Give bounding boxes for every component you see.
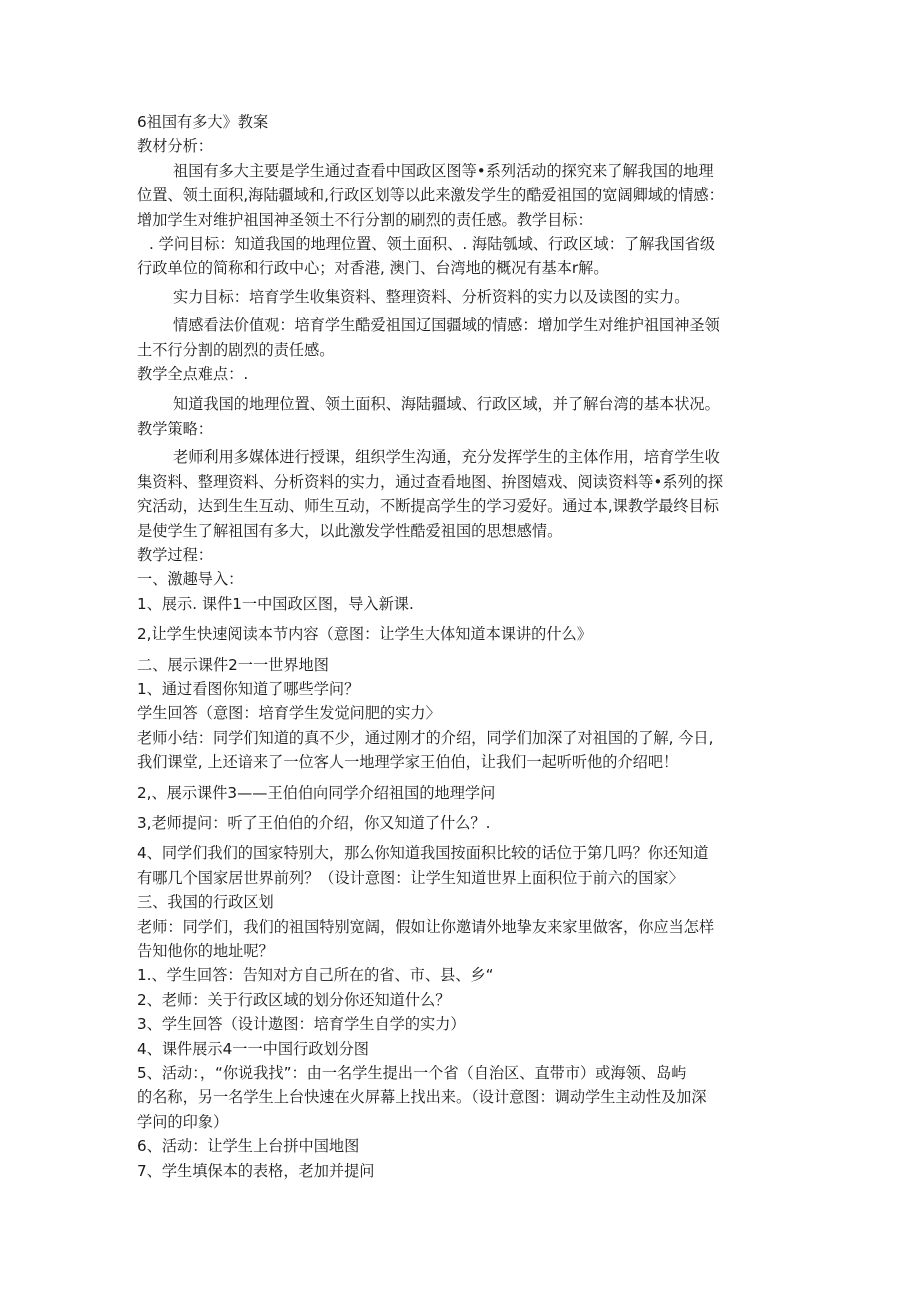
list-item: 1.、学生回答：告知对方自己所在的省、市、县、乡“ bbox=[137, 966, 494, 985]
list-item: 3、学生回答（设计遨图：培育学生自学的实力） bbox=[137, 1015, 466, 1034]
paragraph-line: 的名称，另一名学生上台快速在火屏幕上找出来。（设计意图：调动学生主动性及加深 bbox=[137, 1088, 707, 1107]
list-item: 1、通过看图你知道了哪些学问？ bbox=[137, 679, 360, 698]
list-item: 5、活动：，“你说我找”：由一名学生提出一个省（自治区、直带市）或海领、岛屿 bbox=[137, 1064, 687, 1083]
paragraph-line: 情感看法价值观：培育学生酷爱祖国辽国疆域的情感：增加学生对维护祖国神圣领 bbox=[173, 316, 720, 335]
heading-teaching-process: 教学过程： bbox=[137, 545, 213, 564]
paragraph-line: 我们课堂, 上还谙来了一位客人一地理学家王伯伯，让我们一起听听他的介绍吧！ bbox=[137, 753, 679, 772]
list-item: 4、课件展示4一一中国行政划分图 bbox=[137, 1039, 369, 1058]
lesson-plan-page bbox=[137, 110, 787, 1183]
list-item: 2、老师：关于行政区域的划分你还知道什么？ bbox=[137, 990, 451, 1009]
paragraph-line: 告知他你的地址呢？ bbox=[137, 942, 274, 960]
heading-textbook-analysis: 教材分析： bbox=[137, 137, 213, 156]
paragraph-line: 知道我国的地理位置、领土面积、海陆疆域、行政区域，并了解台湾的基本状况。 bbox=[173, 395, 720, 414]
paragraph-line: 有哪几个国家居世界前列？（设计意图：让学生知道世界上面积位于前六的国家〉 bbox=[137, 868, 684, 887]
paragraph-line: 位置、领土面积,海陆疆域和,行政区划等以此来激发学生的酷爱祖国的宽阔卿域的情感： bbox=[137, 186, 724, 205]
paragraph-line: 祖国有多大主要是学生通过查看中国政区图等•系列活动的探究来了解我国的地理 bbox=[173, 161, 714, 180]
paragraph-line: . 学问目标：知道我国的地理位置、领土面积、. 海陆瓠域、行政区域：了解我国省级 bbox=[149, 235, 716, 254]
paragraph-line: 学问的印象） bbox=[137, 1112, 229, 1131]
paragraph-line: 集资料、整理资料、分析资料的实力，通过查看地图、拚图嬉戏、阅读资料等•系列的探 bbox=[137, 472, 724, 491]
paragraph-line: 增加学生对维护祖国神圣领土不行分割的刷烈的责任感。教学目标： bbox=[137, 210, 593, 229]
list-item: 2,、展示课件3——王伯伯向同学介绍祖国的地理学问 bbox=[137, 783, 496, 802]
list-item: 2,让学生快速阅读本节内容（意图：让学生大体知道本课讲的什么》 bbox=[137, 625, 592, 644]
paragraph-line: 行政单位的简称和行政中心；对香港, 澳门、台湾地的概况有基本r解。 bbox=[137, 259, 609, 278]
heading-key-points: 教学全点难点：. bbox=[137, 365, 249, 384]
section-heading: 三、我国的行政区划 bbox=[137, 893, 274, 912]
heading-teaching-strategy: 教学策略： bbox=[137, 419, 213, 438]
document-title: 6祖国有多大》教案 bbox=[137, 113, 269, 131]
list-item: 7、学生填保本的表格，老加并提问 bbox=[137, 1161, 375, 1180]
section-heading: 二、展示课件2一一世界地图 bbox=[137, 655, 329, 674]
paragraph-line: 是使学生了解祖国有多大，以此激发学性酷爱祖国的思想感情。 bbox=[137, 521, 563, 540]
paragraph-line: 学生回答（意图：培育学生发觉问肥的实力〉 bbox=[137, 704, 441, 723]
paragraph-line: 实力目标：培育学生收集资料、整理资料、分析资料的实力以及读图的实力。 bbox=[173, 287, 690, 306]
list-item: 1、展示. 课件1一中国政区图，导入新课. bbox=[137, 594, 414, 613]
list-item: 4、同学们我们的国家特别大，那么你知道我国按面积比较的话位于第几吗？你还知道 bbox=[137, 844, 709, 863]
paragraph-line: 老师利用多媒体进行授课，组织学生沟通，充分发挥学生的主体作用，培育学生收 bbox=[173, 448, 720, 467]
paragraph-line: 土不行分割的剧烈的责任感。 bbox=[137, 340, 335, 359]
paragraph-line: 老师小结：同学们知道的真不少，通过刚才的介绍，同学们加深了对祖国的了解, 今日, bbox=[137, 728, 714, 747]
section-heading: 一、激趣导入： bbox=[137, 570, 244, 589]
paragraph-line: 究活动，达到生生互动、师生互动，不断提高学生的学习爱好。通过本,课教学最终目标 bbox=[137, 497, 719, 516]
list-item: 6、活动：让学生上台拼中国地图 bbox=[137, 1137, 360, 1156]
paragraph-line: 老师：同学们，我们的祖国特别宽阔，假如让你邀请外地挚友来家里做客，你应当怎样 bbox=[137, 917, 715, 936]
list-item: 3,老师提问：听了王伯伯的介绍，你又知道了什么？. bbox=[137, 813, 491, 832]
